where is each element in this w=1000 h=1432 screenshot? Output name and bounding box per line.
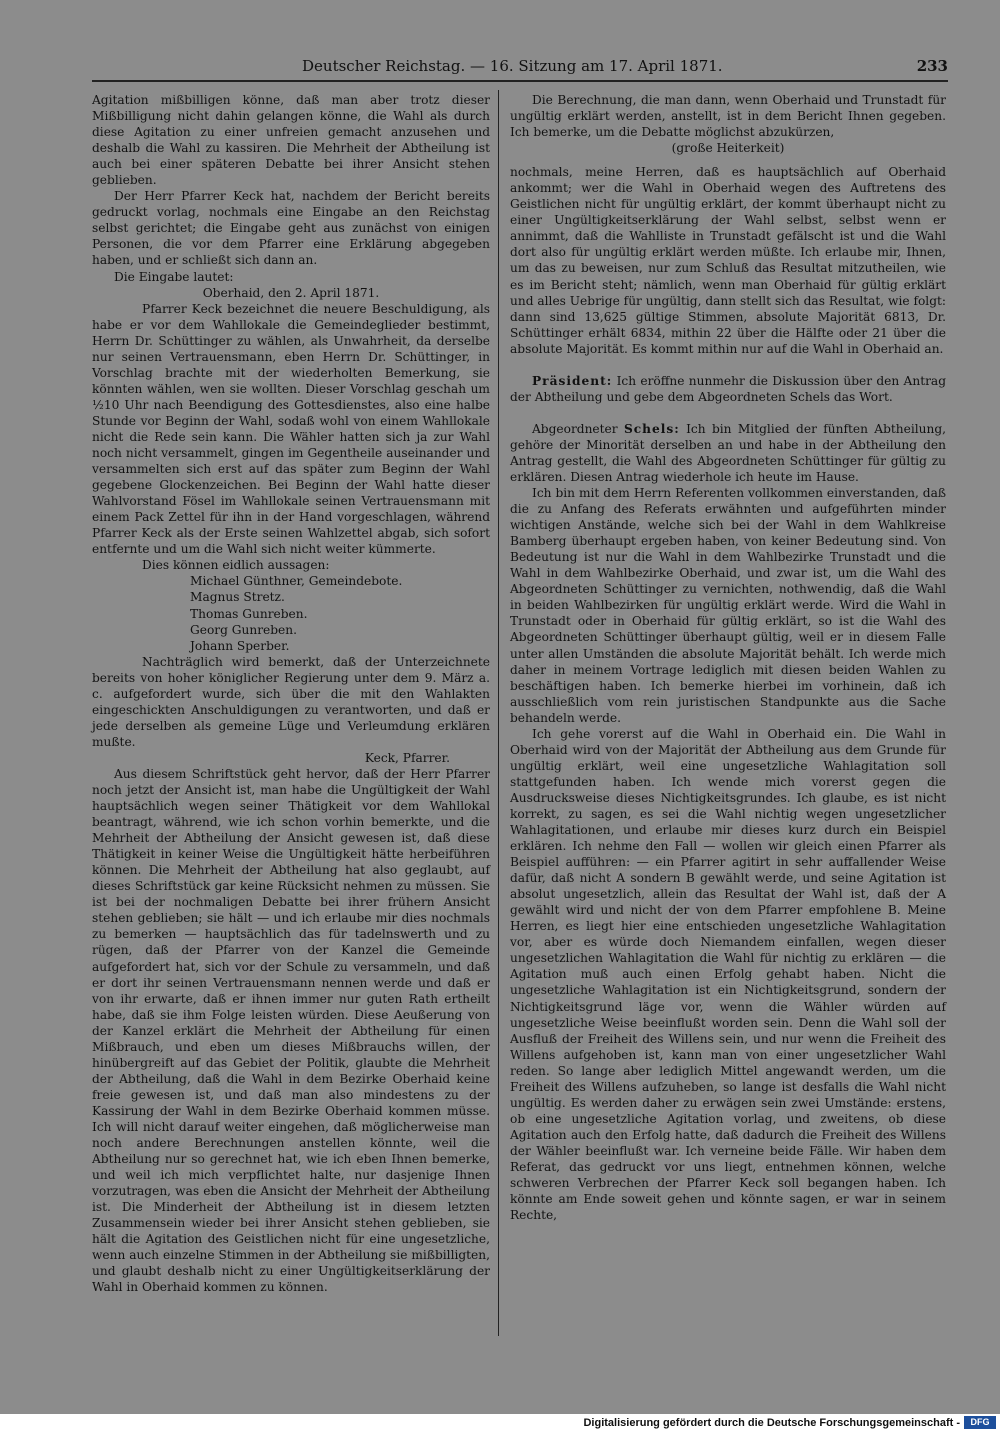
digitization-footer [0,1414,1000,1432]
witness-name: Magnus Stretz. [190,590,285,605]
statement-text: Ich eröffne nunmehr die Diskussion über den Antrag der Abtheilung und gebe dem Abgeordneten Schels das Wort. [510,373,946,404]
spacer [510,405,946,421]
spacer [510,156,946,164]
letter-signature: Keck, Pfarrer. [364,750,450,765]
header-title: Deutscher Reichstag. — 16. Sitzung am 17. April 1871. [302,57,723,75]
speaker-label: Präsident: [532,373,613,388]
witness-name: Thomas Gunreben. [190,606,308,621]
paragraph: Die Berechnung, die man dann, wenn Oberhaid und Trunstadt für ungültig erklärt werden, anstellt, ist in dem Bericht Ihnen gegeben. Ich bemerke, um die Debatte möglichst abzukürzen, [510,93,946,140]
paragraph: Ich gehe vorerst auf die Wahl in Oberhaid ein. Die Wahl in Oberhaid wird von der Majorität der Abtheilung aus dem Grunde für ungültig erklärt, weil eine ungesetzliche Wahlagitation soll stattgefunden haben. Ich wende mich vorerst gegen die Ausdrucksweise dieses Nichtigkeitsgrundes. Ich glaube, es ist nicht korrekt, zu sagen, es sei die Wahl nichtig wegen ungesetzlicher Wahlagitationen, und erlaube mir dieses kurz durch ein Beispiel erklären. Ich nehme den Fall — wollen wir gleich einen Pfarrer als Beispiel aufführen: — ein Pfarrer agitirt in sehr auffallender Weise dafür, daß nicht A sondern B gewählt werde, und seine Agitation ist absolut ungesetzlich, allein das Resultat der Wahl ist, daß der A gewählt wird und nicht der von dem Pfarrer empfohlene B. Meine Herren, es liegt hier eine entschieden ungesetzliche Wahlagitation vor, aber es würde doch Niemandem einfallen, wegen dieser ungesetzlichen Wahlagitation die Wahl für nichtig zu erklären — die Agitation muß auch einen Erfolg gehabt haben. Nicht die ungesetzliche Wahlagitation ist ein Nichtigkeitsgrund, sondern der Nichtigkeitsgrund läge vor, wenn die Wähler würden auf ungesetzliche Weise beeinflußt worden sein. Denn die Wahl soll der Ausfluß der Freiheit des Willens sein, und nur wenn die Freiheit des Willens aufgehoben ist, kann man von einer ungesetzlicher Wahl reden. So lange aber lediglich Mittel angewandt werden, um die Freiheit des Willens aufzuheben, so lange ist desfalls die Wahl nicht ungültig. Es werden daher zu erwägen sein zwei Umstände: erstens, ob eine ungesetzliche Agitation vorlag, und zweitens, ob diese Agitation auch den Erfolg hatte, daß dadurch die Freiheit des Willens der Wähler beeinflußt war. Ich verneine beide Fälle. Wir haben dem Referat, das gedruckt vor uns liegt, entnehmen können, welche schweren Verbrechen der Pfarrer Keck soll begangen haben. Ich könnte am Ende soweit gehen und könnte sagen, er war in seinem Rechte, [510,726,946,1223]
column-divider [498,90,499,1336]
statement-text: Ich bin Mitglied der fünften Abtheilung, gehöre der Minorität derselben an und habe in der Abtheilung den Antrag gestellt, die Wahl des Abgeordneten Schüttinger für gültig zu erklären. Diesen Antrag wiederhole ich heute im Hause. [510,421,946,484]
witness-name: Georg Gunreben. [190,622,297,637]
letter-postscript: Nachträglich wird bemerkt, daß der Unterzeichnete bereits von hoher königlicher Regierung unter dem 9. März a. c. aufgefordert wurde, sich über die mit den Wahlakten eingeschickten Anschuldigungen zu verantworten, und daß er jede derselben als gemeine Lüge und Verleumdung erklären mußte. [92,654,490,749]
president-statement [510,373,946,405]
interjection: (große Heiterkeit) [671,141,785,156]
page-header [92,54,948,78]
page-number: 233 [916,57,948,75]
witness-intro: Dies können eidlich aussagen: [142,558,330,573]
paragraph: nochmals, meine Herren, daß es hauptsächlich auf Oberhaid ankommt; wer die Wahl in Oberhaid wegen des Auftretens des Geistlichen nicht für ungültig erklärt, der kommt überhaupt nicht zu einer Ungültigkeitserklärung der Wahl selbst, selbst wenn er annimmt, daß die Wahlliste in Trunstadt gefälscht ist und die Wahl dort also für ungültig erklärt werden müßte. Ich erlaube mir, Ihnen, um das zu beweisen, nur zum Schluß das Resultat mitzutheilen, wie es im Bericht steht; nämlich, wenn man Oberhaid für gültig erklärt und alles Uebrige für ungültig, dann stellt sich das Resultat, wie folgt: dann sind 13,625 gültige Stimmen, absolute Majorität 6813, Dr. Schüttinger erhält 6834, mithin 22 über die Hälfte oder 21 über die absolute Majorität. Es kommt mithin nur auf die Wahl in Oberhaid an. [510,165,946,356]
witness-name: Michael Günthner, Gemeindebote. [190,574,403,589]
paragraph: Ich bin mit dem Herrn Referenten vollkommen einverstanden, daß die zu Anfang des Referats erwähnten und aufgeführten minder wichtigen Anstände, welche sich bei der Wahl in dem Wahlkreise Bamberg überhaupt ergeben haben, von keiner Bedeutung sind. Von Bedeutung ist nur die Wahl in dem Wahlbezirke Trunstadt und die Wahl in dem Wahlbezirke Oberhaid, und zwar ist, um die Wahl des Abgeordneten Schüttinger zu vernichten, nothwendig, daß die Wahl in beiden Wahlbezirken für ungültig erklärt werde. Wird die Wahl in Trunstadt oder in Oberhaid für gültig erklärt, so ist die Wahl des Abgeordneten Schüttinger überhaupt gültig, weil er in diesem Falle unter allen Umständen die absolute Majorität behält. Ich werde mich daher in meinem Vortrage lediglich mit diesen beiden Wahlen zu beschäftigen haben. Ich bemerke hierbei im vorhinein, daß ich ausschließlich vom rein juristischen Standpunkte aus die Sache behandeln werde. [510,486,946,725]
dfg-logo: DFG [964,1416,996,1429]
witness-name: Johann Sperber. [190,638,290,653]
funding-credit: Digitalisierung gefördert durch die Deutsche Forschungsgemeinschaft - [583,1417,960,1429]
speaker-statement [510,421,946,485]
speaker-name: Schels: [623,421,680,436]
speaker-prefix: Abgeordneter [532,421,624,436]
spacer [510,357,946,373]
paragraph: Der Herr Pfarrer Keck hat, nachdem der Bericht bereits gedruckt vorlag, nochmals eine Eingabe an den Reichstag selbst gerichtet; die Eingabe geht aus zunächst von einigen Personen, die vor dem Pfarrer eine Erklärung abgegeben haben, und er schließt sich dann an. [92,189,490,268]
left-column [92,92,490,1296]
letter-dateline: Oberhaid, den 2. April 1871. [202,285,380,300]
paragraph: Aus diesem Schriftstück geht hervor, daß der Herr Pfarrer noch jetzt der Ansicht ist, man habe die Ungültigkeit der Wahl hauptsächlich wegen seiner Thätigkeit vor dem Wahllokal beantragt, während, wie ich schon vorhin bemerkte, und die Mehrheit der Abtheilung der Ansicht gewesen ist, daß diese Thätigkeit in keiner Weise die Ungültigkeit hätte herbeiführen können. Die Mehrheit der Abtheilung hat also geglaubt, auf dieses Schriftstück gar keine Rücksicht nehmen zu müssen. Sie ist bei der nochmaligen Debatte bei ihrer frühern Ansicht stehen geblieben; sie hält — und ich erlaube mir dies nochmals zu bemerken — hauptsächlich das für tadelnswerth und zu rügen, daß der Pfarrer von der Kanzel die Gemeinde aufgefordert hat, sich vor der Schule zu versammeln, und daß er dort ihr seinen Vertrauensmann nennen werde und daß er von ihr erwarte, daß er ihnen immer nur guten Rath ertheilt habe, daß sie ihm Folge leisten würden. Diese Aeußerung von der Kanzel erklärt die Mehrheit der Abtheilung für einen Mißbrauch, und eben um dieses Mißbrauchs willen, der hinübergreift auf das Gebiet der Politik, glaubte die Mehrheit der Abtheilung, daß die Wahl in dem Bezirke Oberhaid keine freie gewesen ist, und daß man also mindestens zu der Kassirung der Wahl in dem Bezirke Oberhaid kommen müsse. Ich will nicht darauf weiter eingehen, daß möglicherweise man noch andere Berechnungen anstellen könnte, weil die Abtheilung nur so gerechnet hat, wie ich eben Ihnen bemerke, und weil ich mich verpflichtet halte, nur dasjenige Ihnen vorzutragen, was eben die Ansicht der Mehrheit der Abtheilung ist. Die Minderheit der Abtheilung ist in diesem letzten Zusammensein wieder bei ihrer Ansicht stehen geblieben, sie hält die Agitation des Geistlichen nicht für eine ungesetzliche, wenn auch einzelne Stimmen in der Abtheilung sie mißbilligten, und glaubt deshalb nicht zu einer Ungültigkeitserklärung der Wahl in Oberhaid kommen zu können. [92,766,490,1295]
right-column [510,92,946,1223]
letter-body: Pfarrer Keck bezeichnet die neuere Beschuldigung, als habe er vor dem Wahllokale die Gemeindeglieder bestimmt, Herrn Dr. Schüttinger zu wählen, als Unwahrheit, da derselbe nur seinen Vertrauensmann, eben Herrn Dr. Schüttinger, in Vorschlag brachte mit der wiederholten Bemerkung, sie könnten wählen, wen sie wollten. Dieser Vorschlag geschah um ½10 Uhr nach Beendigung des Gottesdienstes, also eine halbe Stunde vor Beginn der Wahl, sodaß wohl von einem Wahllokale nicht die Rede sein kann. Die Wähler hatten sich ja zur Wahl noch nicht versammelt, gingen im Gegentheile auseinander und versammelten sich erst auf das später zum Beginn der Wahl gegebene Glockenzeichen. Bei Beginn der Wahl hatte dieser Wahlvorstand Fösel im Wahllokale seinen Vertrauensmann mit einem Pack Zettel für ihn in der Hand vorgeschlagen, während Pfarrer Keck als der Erste seinen Wahlzettel abgab, sich sofort entfernte und um die Wahl sich nicht weiter kümmerte. [92,301,490,557]
header-rule [92,80,948,82]
paragraph: Agitation mißbilligen könne, daß man aber trotz dieser Mißbilligung nicht dahin gelangen könne, die Wahl als durch diese Agitation zu einer unfreien gemacht anzusehen und deshalb die Wahl zu kassiren. Die Mehrheit der Abtheilung ist auch bei einer späteren Debatte bei ihrer Ansicht stehen geblieben. [92,93,490,188]
paragraph: Die Eingabe lautet: [114,269,234,284]
